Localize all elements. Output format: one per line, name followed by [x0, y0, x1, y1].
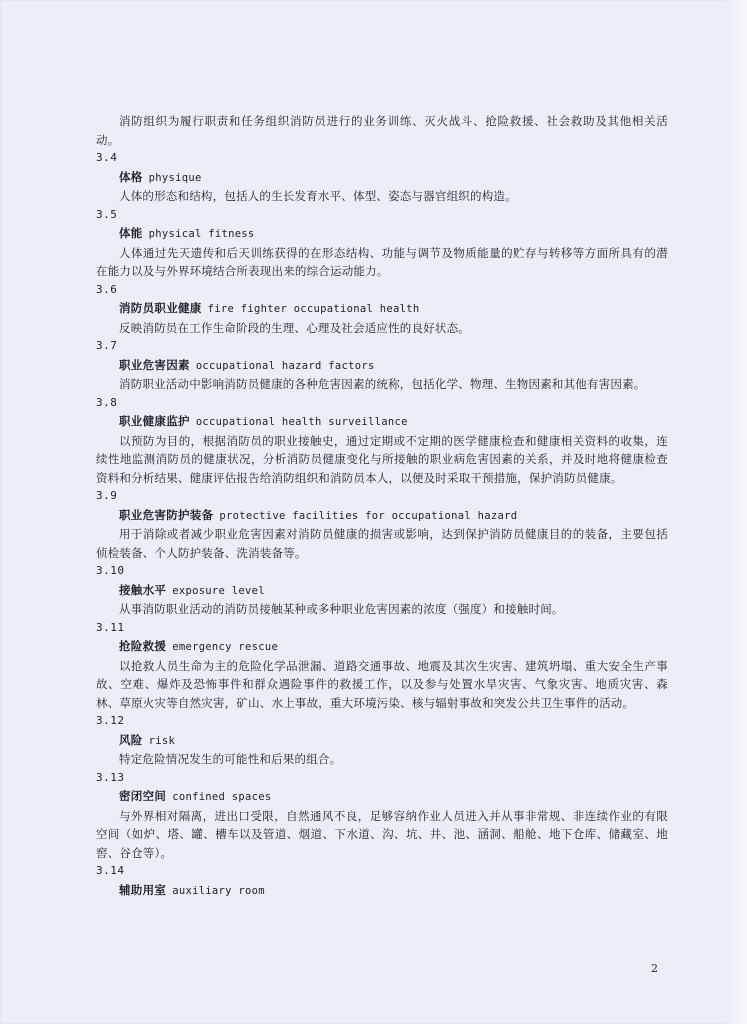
term-chinese: 密闭空间 — [119, 789, 167, 803]
term-entry-3-6 — [96, 281, 668, 338]
term-definition: 从事消防职业活动的消防员接触某种或多种职业危害因素的浓度（强度）和接触时间。 — [119, 602, 564, 616]
term-definition: 与外界相对隔离，进出口受限，自然通风不良，足够容纳作业人员进入并从事非常规、非连续作业的有限空间（如炉、塔、罐、槽车以及管道、烟道、下水道、沟、坑、井、池、涵洞、船舱、地下仓库、储藏室、地窖、谷仓等）。 — [96, 808, 668, 860]
clause-number: 3.14 — [96, 864, 125, 877]
term-entry-3-7 — [96, 337, 668, 394]
term-definition: 反映消防员在工作生命阶段的生理、心理及社会适应性的良好状态。 — [119, 320, 470, 335]
term-heading — [96, 731, 668, 751]
clause-number: 3.7 — [96, 339, 118, 352]
term-entry-3-13 — [96, 769, 668, 863]
clause-number: 3.12 — [96, 714, 125, 727]
term-english: emergency rescue — [172, 641, 279, 653]
term-entry-3-12 — [96, 712, 668, 769]
scan-edge — [727, 0, 747, 1024]
term-heading — [96, 787, 668, 807]
term-chinese: 风险 — [119, 732, 143, 747]
term-entry-3-10 — [96, 562, 668, 619]
term-chinese: 体能 — [119, 226, 143, 240]
term-entry-3-11 — [96, 619, 668, 713]
page-number: 2 — [651, 962, 658, 975]
term-definition: 以抢救人员生命为主的危险化学品泄漏、道路交通事故、地震及其次生灾害、建筑坍塌、重大安全生产事故、空难、爆炸及恐怖事件和群众遇险事件的救援工作，以及参与处置水旱灾害、气象灾害、地质灾害、森林、草原火灾等自然灾害，矿山、水上事故，重大环境污染、核与辐射事故和突发公共卫生事件的活动。 — [96, 658, 668, 710]
term-english: auxiliary room — [172, 884, 265, 897]
term-heading — [96, 581, 668, 601]
term-chinese: 消防员职业健康 — [119, 301, 202, 315]
term-chinese: 职业危害因素 — [119, 357, 190, 372]
term-entry-3-4 — [96, 149, 668, 206]
term-definition: 人体通过先天遗传和后天训练获得的在形态结构、功能与调节及物质能量的贮存与转移等方面所具有的潜在能力以及与外界环境结合所表现出来的综合运动能力。 — [96, 245, 668, 278]
term-heading — [96, 412, 668, 432]
term-english: physical fitness — [148, 228, 255, 240]
intro-definition: 消防组织为履行职责和任务组织消防员进行的业务训练、灭火战斗、抢险救援、社会救助及其他相关活动。 — [96, 114, 668, 147]
clause-number: 3.8 — [96, 395, 118, 409]
term-entry-3-14 — [96, 862, 668, 900]
term-english: occupational health surveillance — [195, 416, 408, 428]
term-chinese: 体格 — [119, 169, 143, 184]
term-heading — [96, 299, 668, 319]
term-chinese: 抢险救援 — [119, 639, 167, 653]
term-heading — [96, 637, 668, 657]
term-english: fire fighter occupational health — [207, 303, 420, 315]
clause-number: 3.5 — [96, 207, 118, 221]
term-entry-3-8 — [96, 394, 668, 488]
page-content — [96, 112, 668, 900]
clause-number: 3.10 — [96, 564, 125, 577]
clause-number: 3.4 — [96, 151, 118, 164]
term-definition: 消防职业活动中影响消防员健康的各种危害因素的统称，包括化学、物理、生物因素和其他有害因素。 — [119, 377, 646, 391]
term-definition: 人体的形态和结构，包括人的生长发育水平、体型、姿态与器官组织的构造。 — [119, 189, 517, 203]
term-english: confined spaces — [172, 791, 272, 803]
term-english: physique — [148, 171, 202, 184]
term-chinese: 职业危害防护装备 — [119, 507, 214, 522]
term-chinese: 辅助用室 — [119, 882, 167, 897]
term-heading — [96, 881, 668, 901]
term-heading — [96, 506, 668, 526]
term-definition: 用于消除或者减少职业危害因素对消防员健康的损害或影响，达到保护消防员健康目的的装备，主要包括侦检装备、个人防护装备、洗消装备等。 — [96, 527, 668, 560]
term-definition: 特定危险情况发生的可能性和后果的组合。 — [119, 752, 342, 766]
term-english: protective facilities for occupational hazard — [219, 509, 518, 522]
clause-number: 3.11 — [96, 620, 125, 634]
term-entry-3-9 — [96, 487, 668, 562]
clause-number: 3.13 — [96, 770, 125, 784]
term-chinese: 职业健康监护 — [119, 414, 190, 428]
term-heading — [96, 356, 668, 376]
term-heading — [96, 224, 668, 244]
term-english: occupational hazard factors — [195, 359, 375, 372]
clause-number: 3.6 — [96, 282, 118, 296]
term-heading — [96, 168, 668, 188]
term-entries — [96, 149, 668, 900]
term-chinese: 接触水平 — [119, 582, 167, 597]
term-english: exposure level — [172, 584, 265, 597]
term-definition: 以预防为目的，根据消防员的职业接触史，通过定期或不定期的医学健康检查和健康相关资料的收集，连续性地监测消防员的健康状况，分析消防员健康变化与所接触的职业病危害因素的关系，并及时地将健康检查资料和分析结果、健康评估报告给消防组织和消防员本人，以便及时采取干预措施，保护消防员健康。 — [96, 433, 668, 485]
term-english: risk — [148, 734, 176, 747]
clause-number: 3.9 — [96, 489, 118, 502]
term-entry-3-5 — [96, 206, 668, 281]
